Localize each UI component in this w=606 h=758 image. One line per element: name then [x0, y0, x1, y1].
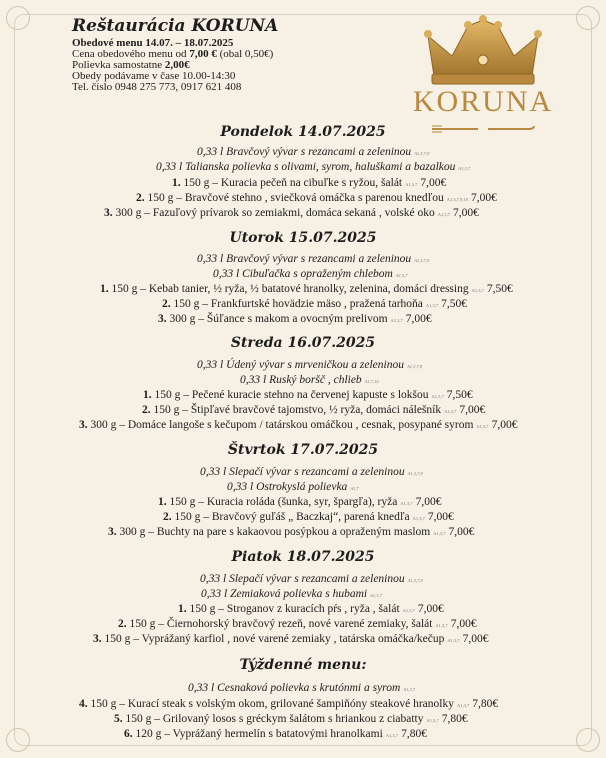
- price-value: 7,00 €: [189, 48, 217, 60]
- allergen-codes: A1,3,7: [403, 687, 416, 692]
- day-heading-tuesday: Utorok 15.07.2025: [229, 230, 377, 246]
- dish-text: 150 g – Grilovaný losos s gréckym šalátom s hriankou z ciabatty: [125, 713, 424, 725]
- soup-line: [156, 160, 473, 176]
- soup-prefix: Polievka samostatne: [72, 59, 165, 71]
- soup-text: 0,33 l Talianska polievka s olivami, syrom, haluškami a bazalkou: [156, 161, 456, 173]
- corner-ornament: [576, 6, 600, 30]
- dish-number: 3.: [108, 526, 117, 538]
- dish-price: 7,00€: [459, 404, 486, 416]
- main-dish-line: [124, 727, 427, 743]
- koruna-logo: [398, 14, 568, 134]
- soup-line: [197, 145, 432, 161]
- allergen-codes: A1,3,7,9: [406, 364, 423, 369]
- dish-price: 7,80€: [401, 728, 427, 740]
- dish-text: 150 g – Bravčové stehno , sviečková omáčka s parenou knedľou: [147, 192, 444, 204]
- allergen-codes: A1,3,7: [437, 212, 450, 217]
- crown-icon: [398, 14, 568, 89]
- soup-price: 2,00€: [164, 59, 190, 71]
- main-dish-line: [108, 525, 474, 541]
- dish-number: 3.: [93, 633, 102, 645]
- dish-number: 2.: [163, 511, 172, 523]
- dish-price: 7,00€: [405, 313, 432, 325]
- soup-text: 0,33 l Bravčový vývar s rezancami a zeleninou: [197, 253, 412, 265]
- dish-number: 1.: [178, 603, 187, 615]
- dish-text: 300 g – Domáce langoše s kečupom / tatárskou omáčkou , cesnak, posypané syrom: [90, 419, 474, 431]
- allergen-codes: A1,3,7: [385, 733, 399, 738]
- dish-price: 7,00€: [491, 419, 518, 431]
- dish-number: 1.: [158, 496, 167, 508]
- dish-text: 150 g – Čiernohorský bravčový rezeň, nové varené zemiaky, šalát: [129, 618, 433, 630]
- dish-number: 4.: [79, 698, 88, 710]
- allergen-codes: A1,3,7: [431, 394, 444, 399]
- dish-number: 2.: [142, 404, 151, 416]
- dish-number: 3.: [104, 207, 113, 219]
- dish-text: 150 g – Frankfurtské hovädzie mäso , pražená tarhoňa: [173, 298, 423, 310]
- allergen-codes: A1,3,7,9: [407, 578, 423, 583]
- serving-hours: Obedy podávame v čase 10.00-14:30: [72, 70, 236, 82]
- dish-text: 300 g – Buchty na pare s kakaovou posýpkou a opraženým maslom: [119, 526, 431, 538]
- dish-price: 7,50€: [486, 283, 513, 295]
- soup-line: [200, 465, 426, 481]
- main-dish-line: [142, 403, 485, 419]
- allergen-codes: A1,3,7: [425, 303, 439, 308]
- allergen-codes: A1,3,7: [456, 703, 470, 708]
- restaurant-header: [72, 16, 278, 93]
- soup-text: 0,33 l Ostrokyslá polievka: [227, 481, 348, 493]
- dish-text: 300 g – Šúľance s makom a ovocným prelivom: [169, 313, 388, 325]
- allergen-codes: A1,3,7: [390, 318, 403, 323]
- main-dish-line: [114, 712, 468, 728]
- allergen-codes: A1,3,7: [402, 608, 415, 613]
- menu-period: Obedové menu 14.07. – 18.07.2025: [72, 37, 234, 49]
- day-heading-wednesday: Streda 16.07.2025: [230, 335, 376, 351]
- dish-number: 2.: [118, 618, 127, 630]
- dish-price: 7,00€: [471, 192, 497, 204]
- allergen-codes: A1,3,7: [433, 531, 446, 536]
- soup-text: 0,33 l Zemiaková polievka s hubami: [201, 588, 368, 600]
- soup-line: [197, 252, 432, 268]
- main-dish-line: [162, 297, 467, 313]
- main-dish-line: [104, 206, 479, 222]
- dish-number: 1.: [172, 177, 181, 189]
- dish-text: 150 g – Vyprážaný karfiol , nové varené zemiaky , tatárska omáčka/kečup: [104, 633, 445, 645]
- soup-line: [188, 681, 418, 697]
- dish-price: 7,00€: [427, 511, 454, 523]
- soup-line: [213, 267, 411, 283]
- phone-numbers: Tel. číslo 0948 275 773, 0917 621 408: [72, 81, 242, 93]
- soup-line: [201, 587, 385, 603]
- allergen-codes: A1,3,7,9,10: [446, 197, 468, 202]
- dish-text: 150 g – Kurací steak s volským okom, grilované šampiňóny steakové hranolky: [90, 698, 454, 710]
- day-heading-friday: Piatok 18.07.2025: [231, 549, 375, 565]
- dish-number: 2.: [136, 192, 145, 204]
- soup-text: 0,33 l Cibuľačka s opraženým chlebom: [213, 268, 393, 280]
- logo-wordmark: KORUNA: [412, 85, 554, 118]
- allergen-codes: A1,3,7: [370, 593, 382, 598]
- dish-number: 2.: [162, 298, 171, 310]
- dish-price: 7,00€: [448, 526, 475, 538]
- dish-number: 5.: [114, 713, 123, 725]
- dish-price: 7,50€: [446, 389, 473, 401]
- dish-number: 1.: [100, 283, 109, 295]
- dish-price: 7,00€: [415, 496, 442, 508]
- allergen-codes: A1,3,7,9: [407, 471, 423, 476]
- weekly-menu-heading: Týždenné menu:: [239, 657, 367, 673]
- dish-price: 7,00€: [462, 633, 489, 645]
- soup-line: [240, 373, 382, 389]
- allergen-codes: A1,3,7,9: [414, 151, 430, 156]
- day-heading-monday: Pondelok 14.07.2025: [220, 124, 386, 140]
- main-dish-line: [172, 176, 446, 192]
- soup-line: [197, 358, 425, 374]
- soup-text: 0,33 l Cesnaková polievka s krutónmi a syrom: [188, 682, 401, 694]
- dish-text: 150 g – Bravčový guľáš „ Baczkaj“, parená knedľa: [174, 511, 410, 523]
- soup-text: 0,33 l Bravčový vývar s rezancami a zeleninou: [197, 146, 412, 158]
- soup-text: 0,33 l Slepačí vývar s rezancami a zeleninou: [200, 466, 405, 478]
- allergen-codes: A1,3,7: [458, 166, 471, 171]
- allergen-codes: A1,3,7: [426, 718, 439, 723]
- dish-text: 150 g – Kebab tanier, ½ ryža, ½ batatové hranolky, zelenina, domáci dressing: [111, 283, 469, 295]
- dish-price: 7,00€: [453, 207, 479, 219]
- allergen-codes: A1,3,7: [471, 288, 484, 293]
- main-dish-line: [158, 495, 441, 511]
- allergen-codes: A1,3,7: [444, 409, 457, 414]
- allergen-codes: A1,3,7,9: [414, 258, 430, 263]
- allergen-codes: A1,3,7: [447, 638, 460, 643]
- soup-line: [200, 572, 426, 588]
- main-dish-line: [100, 282, 513, 298]
- price-prefix: Cena obedového menu od: [72, 48, 190, 60]
- dish-text: 150 g – Kuracia pečeň na cibuľke s ryžou, šalát: [183, 177, 403, 189]
- corner-ornament: [576, 728, 600, 752]
- dish-price: 7,80€: [472, 698, 499, 710]
- dish-price: 7,00€: [450, 618, 477, 630]
- soup-text: 0,33 l Slepačí vývar s rezancami a zeleninou: [200, 573, 405, 585]
- corner-ornament: [6, 6, 30, 30]
- dish-price: 7,00€: [420, 177, 447, 189]
- allergen-codes: A1,3,7: [412, 516, 425, 521]
- dish-text: 150 g – Štipľavé bravčové tajomstvo, ½ ryža, domáci nálešník: [153, 404, 442, 416]
- main-dish-line: [118, 617, 477, 633]
- allergen-codes: A1,7: [350, 486, 359, 491]
- main-dish-line: [143, 388, 473, 404]
- allergen-codes: A1,3,7: [476, 424, 489, 429]
- allergen-codes: A1,7,10: [364, 379, 379, 384]
- dish-price: 7,50€: [441, 298, 468, 310]
- allergen-codes: A1,3,7: [435, 623, 448, 628]
- main-dish-line: [158, 312, 432, 328]
- main-dish-line: [79, 697, 498, 713]
- main-dish-line: [136, 191, 497, 207]
- corner-ornament: [6, 728, 30, 752]
- main-dish-line: [178, 602, 444, 618]
- allergen-codes: A1,3,7: [405, 182, 418, 187]
- dish-number: 3.: [79, 419, 88, 431]
- dish-text: 120 g – Vyprážaný hermelín s batatovými hranolkami: [135, 728, 383, 740]
- restaurant-title: Reštaurácia KORUNA: [72, 16, 279, 36]
- day-heading-thursday: Štvrtok 17.07.2025: [227, 442, 379, 458]
- dish-text: 150 g – Stroganov z kuracích pŕs , ryža , šalát: [189, 603, 400, 615]
- soup-text: 0,33 l Údený vývar s mrveničkou a zeleninou: [197, 359, 404, 371]
- dish-price: 7,80€: [441, 713, 468, 725]
- dish-price: 7,00€: [417, 603, 444, 615]
- main-dish-line: [79, 418, 518, 434]
- dish-text: 150 g – Kuracia roláda (šunka, syr, špargľa), ryža: [169, 496, 398, 508]
- dish-text: 300 g – Fazuľový prívarok so zemiakmi, domáca sekaná , volské oko: [115, 207, 435, 219]
- dish-number: 6.: [124, 728, 133, 740]
- dish-text: 150 g – Pečené kuracie stehno na červenej kapuste s lokšou: [154, 389, 429, 401]
- soup-line: [227, 480, 362, 496]
- allergen-codes: A1,3,7: [395, 273, 408, 278]
- dish-number: 3.: [158, 313, 167, 325]
- main-dish-line: [163, 510, 454, 526]
- soup-text: 0,33 l Ruský boršč , chlieb: [240, 374, 362, 386]
- dish-number: 1.: [143, 389, 152, 401]
- price-suffix: (obal 0,50€): [216, 48, 274, 60]
- main-dish-line: [93, 632, 489, 648]
- allergen-codes: A1,3,7: [400, 501, 413, 506]
